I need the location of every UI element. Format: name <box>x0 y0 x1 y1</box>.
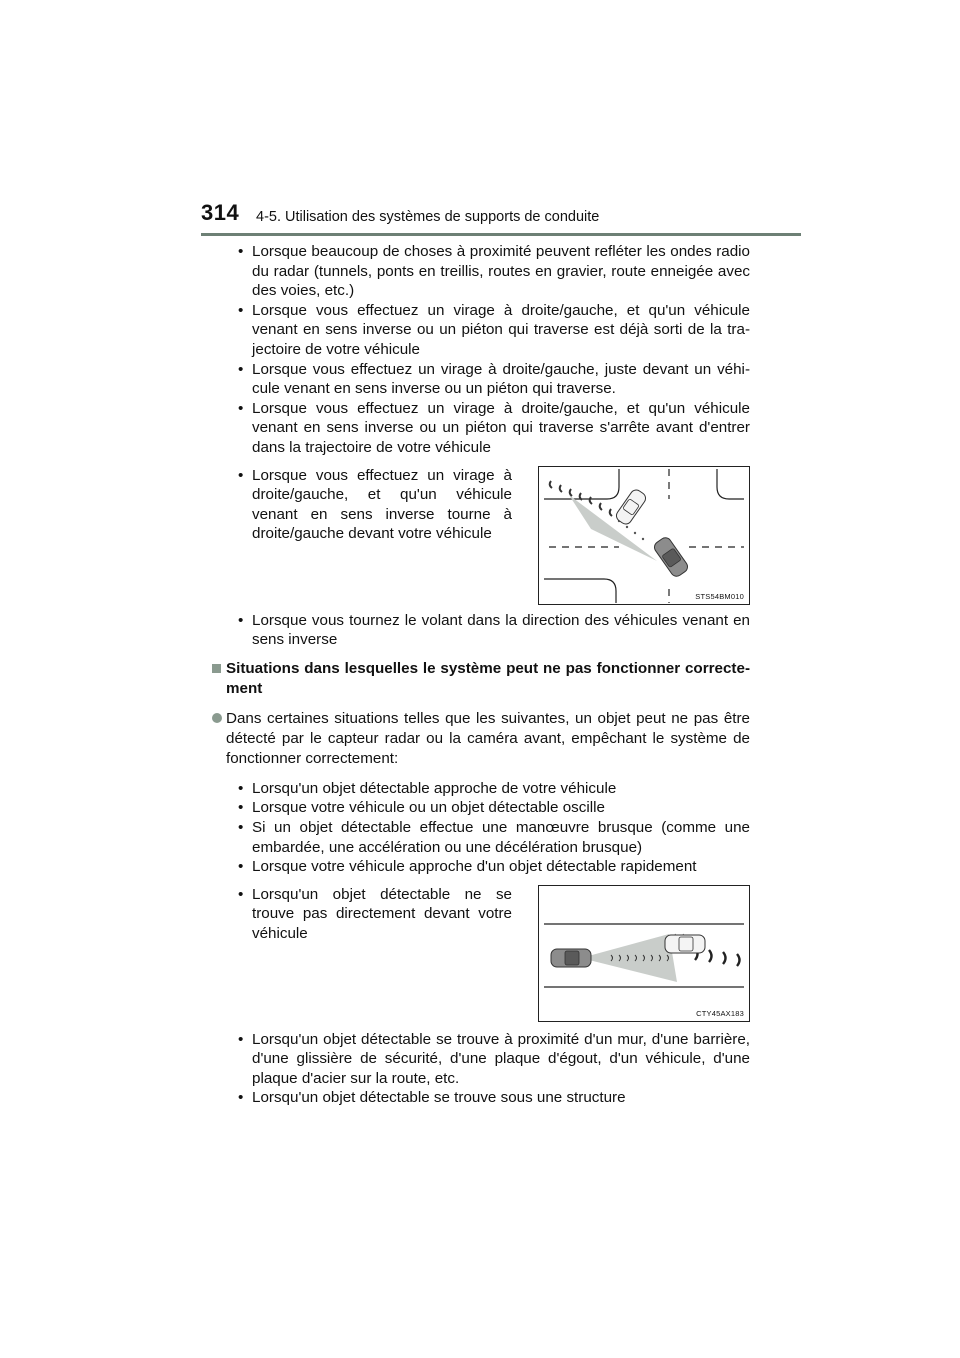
illustration-offset-vehicle <box>538 885 750 1022</box>
figure-row-offset <box>212 885 750 1022</box>
bullet-icon: • <box>238 399 244 417</box>
bullet-text: Lorsque votre véhicule approche d'un objet détectable rapidement <box>252 858 697 876</box>
bullet-icon: • <box>238 1030 244 1048</box>
header-divider <box>201 233 801 236</box>
bullet-text: Lorsque vous effectuez un virage à droite/gauche, et qu'un véhicule venant en sens inverse ou un piéton qui traverse est déjà sorti de la trajectoire de votre véhicule <box>252 301 750 358</box>
bullet-item <box>212 1088 750 1108</box>
bullet-item <box>212 466 512 544</box>
bullet-text: Lorsque votre véhicule ou un objet détectable oscille <box>252 799 605 817</box>
bullet-text: Lorsqu'un objet détectable approche de votre véhicule <box>252 779 617 797</box>
bullet-icon: • <box>238 466 244 484</box>
bullet-text: Lorsque vous effectuez un virage à droite/gauche, et qu'un véhicule venant en sens inverse tourne à droite/gauche devant votre véhicule <box>252 466 512 543</box>
bullet-item <box>212 818 750 857</box>
bullet-item <box>212 798 750 818</box>
bullet-item <box>212 611 750 650</box>
bullet-text: Lorsque vous effectuez un virage à droite/gauche, et qu'un véhicule venant en sens inverse ou un piéton qui traverse s'arrête avant d'entrer dans la trajectoire de votre véhicule <box>252 399 750 456</box>
bullet-text: Lorsqu'un objet détectable ne se trouve pas directement devant votre véhicule <box>252 885 512 942</box>
intro-paragraph <box>212 709 750 769</box>
figure-row-turning <box>212 466 750 605</box>
bullet-icon: • <box>238 611 244 629</box>
bullet-item <box>212 779 750 799</box>
bullet-item <box>212 857 750 877</box>
bullet-icon: • <box>238 1089 244 1107</box>
bullet-text: Lorsque vous tournez le volant dans la direction des véhicules venant en sens inverse <box>252 611 750 649</box>
bullet-icon: • <box>238 818 244 836</box>
bullet-item <box>212 360 750 399</box>
bullet-icon: • <box>238 799 244 817</box>
page-number: 314 <box>201 200 240 225</box>
bullet-text: Si un objet détectable effectue une manœuvre brusque (comme une embardée, une accélération ou une décélération brusque) <box>252 818 750 856</box>
bullet-item <box>212 242 750 301</box>
offset-vehicle-diagram <box>539 886 749 1021</box>
bullet-item <box>212 399 750 458</box>
section-heading-text: Situations dans lesquelles le système peut ne pas fonctionner correctement <box>226 659 750 697</box>
intro-text: Dans certaines situations telles que les suivantes, un objet peut ne pas être détecté par le capteur radar ou la caméra avant, empêchant le système de fonctionner correctement: <box>226 709 750 767</box>
bullet-icon: • <box>238 360 244 378</box>
bullet-list-bottom <box>212 1030 750 1108</box>
square-bullet-icon <box>212 664 221 673</box>
illustration-intersection-turn <box>538 466 750 605</box>
bullet-text: Lorsque beaucoup de choses à proximité peuvent refléter les ondes radio du radar (tunnels, ponts en treillis, routes en gravier, route enneigée avec des voies, etc.) <box>252 243 750 300</box>
bullet-text: Lorsqu'un objet détectable se trouve à proximité d'un mur, d'une barrière, d'une glissière de sécurité, d'une plaque d'égout, d'un véhicule, d'une plaque d'acier sur la route, etc. <box>252 1030 750 1087</box>
section-heading <box>212 659 750 699</box>
figure-code: CTY45AX183 <box>696 1008 744 1018</box>
bullet-text: Lorsqu'un objet détectable se trouve sous une structure <box>252 1089 626 1107</box>
bullet-icon: • <box>238 243 244 260</box>
intersection-diagram <box>539 467 749 604</box>
circle-bullet-icon <box>212 713 222 723</box>
bullet-item <box>212 1030 750 1089</box>
figure-code: STS54BM010 <box>695 591 744 601</box>
bullet-icon: • <box>238 885 244 903</box>
bullet-text: Lorsque vous effectuez un virage à droite/gauche, juste devant un véhicule venant en sens inverse ou un piéton qui traverse. <box>252 360 750 398</box>
bullet-icon: • <box>238 858 244 876</box>
bullet-item <box>212 301 750 360</box>
bullet-icon: • <box>238 301 244 319</box>
bullet-icon: • <box>238 779 244 797</box>
bullet-list <box>212 779 750 877</box>
bullet-item <box>212 885 512 944</box>
section-title: 4-5. Utilisation des systèmes de supports de conduite <box>256 209 600 225</box>
page-content <box>212 242 750 1108</box>
